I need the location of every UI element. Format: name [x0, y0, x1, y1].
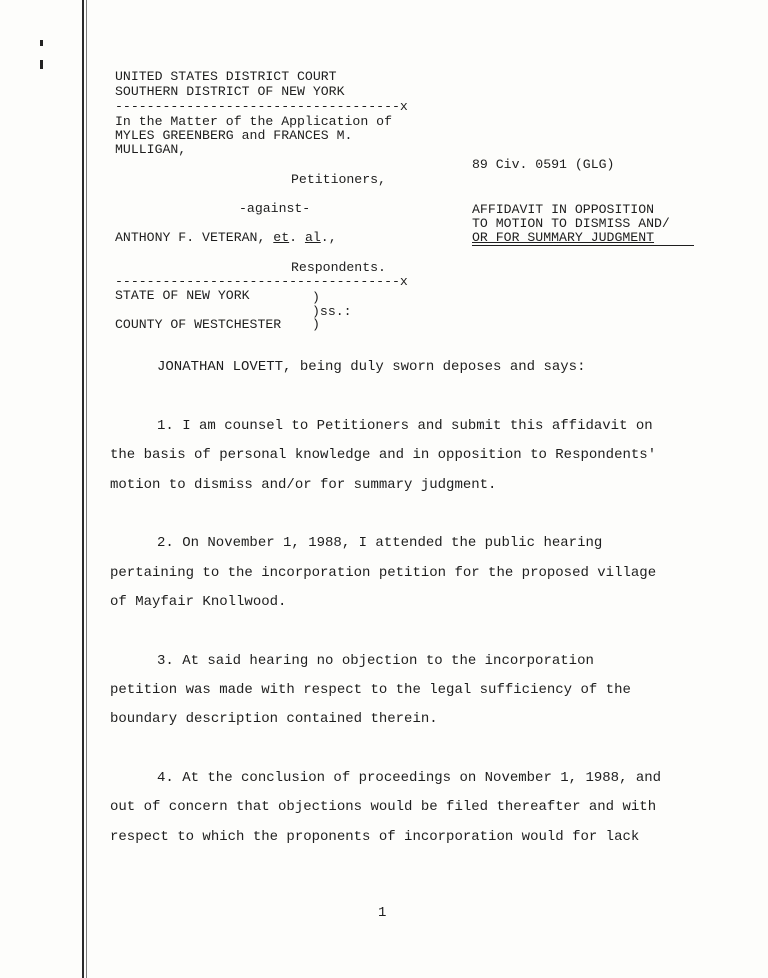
document-title-line-3: OR FOR SUMMARY JUDGMENT — [472, 230, 655, 245]
matter-line-2: MYLES GREENBERG and FRANCES M. — [115, 128, 353, 143]
case-number: 89 Civ. 0591 (GLG) — [472, 157, 615, 172]
page-number: 1 — [378, 905, 387, 921]
caption-divider-top: ------------------------------------x — [115, 99, 408, 114]
paragraph-4-line-3: respect to which the proponents of incorporation would for lack — [110, 829, 640, 845]
paragraph-1-line-1: 1. I am counsel to Petitioners and submit this affidavit on — [157, 418, 653, 434]
court-name-line-1: UNITED STATES DISTRICT COURT — [115, 69, 337, 84]
left-margin-line-faint — [86, 0, 87, 978]
paragraph-2-line-3: of Mayfair Knollwood. — [110, 594, 287, 610]
venue-paren-bottom: ) — [312, 317, 320, 332]
respondent-name: ANTHONY F. VETERAN, et. al., — [115, 230, 337, 245]
paragraph-4-line-1: 4. At the conclusion of proceedings on November 1, 1988, and — [157, 770, 662, 786]
paragraph-1-line-2: the basis of personal knowledge and in opposition to Respondents' — [110, 447, 657, 463]
caption-divider-bottom: ------------------------------------x — [115, 274, 408, 289]
petitioners-label: Petitioners, — [291, 172, 386, 187]
venue-ss: )ss.: — [312, 304, 352, 319]
document-title-line-2: TO MOTION TO DISMISS AND/ — [472, 216, 670, 231]
paragraph-2-line-2: pertaining to the incorporation petition for the proposed village — [110, 565, 657, 581]
paragraph-4-line-2: out of concern that objections would be filed thereafter and with — [110, 799, 657, 815]
venue-state: STATE OF NEW YORK — [115, 288, 250, 303]
intro-line: JONATHAN LOVETT, being duly sworn deposes and says: — [157, 359, 586, 375]
scan-speck — [40, 60, 43, 69]
left-margin-line — [82, 0, 84, 978]
matter-line-3: MULLIGAN, — [115, 142, 187, 157]
paragraph-3-line-3: boundary description contained therein. — [110, 711, 438, 727]
court-name-line-2: SOUTHERN DISTRICT OF NEW YORK — [115, 84, 345, 99]
title-underline — [472, 245, 694, 246]
paragraph-2-line-1: 2. On November 1, 1988, I attended the public hearing — [157, 535, 603, 551]
against-label: -against- — [239, 201, 311, 216]
respondents-label: Respondents. — [291, 260, 386, 275]
paragraph-3-line-1: 3. At said hearing no objection to the incorporation — [157, 653, 594, 669]
venue-paren-top: ) — [312, 290, 320, 305]
venue-county: COUNTY OF WESTCHESTER — [115, 317, 282, 332]
matter-line-1: In the Matter of the Application of — [115, 114, 392, 129]
document-title-line-1: AFFIDAVIT IN OPPOSITION — [472, 202, 655, 217]
paragraph-1-line-3: motion to dismiss and/or for summary judgment. — [110, 477, 497, 493]
scan-speck — [40, 40, 43, 46]
paragraph-3-line-2: petition was made with respect to the legal sufficiency of the — [110, 682, 631, 698]
